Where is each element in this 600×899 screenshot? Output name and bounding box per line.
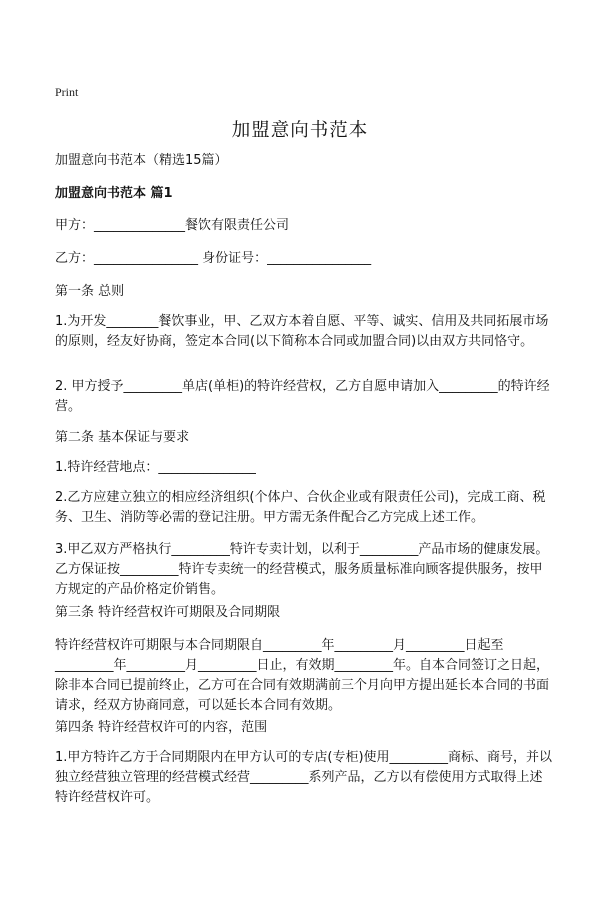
- article-4-clause-1: 1.甲方特许乙方于合同期限内在甲方认可的专店(专柜)使用_________商标、商号，并以独立经营独立管理的经营模式经营_________系列产品，乙方以有偿使用方式取得上述特许经营权许可。: [55, 750, 553, 805]
- party-b-line: 乙方：________________ 身份证号：________________: [55, 251, 372, 266]
- party-a-line: 甲方：______________餐饮有限责任公司: [55, 218, 290, 233]
- article-4-heading: 第四条 特许经营权许可的内容，范围: [55, 720, 268, 735]
- section-heading: 加盟意向书范本 篇1: [55, 186, 173, 201]
- article-2-clause-3: 3.甲乙双方严格执行_________特许专卖计划，以利于_________产品市场的健康发展。乙方保证按_________特许专卖统一的经营模式，服务质量标准向顾客提供服务，按甲方规定的产品价格定价销售。: [55, 542, 549, 597]
- article-3-heading: 第三条 特许经营权许可期限及合同期限: [55, 605, 281, 620]
- article-2-clause-2: 2.乙方应建立独立的相应经济组织(个体户、合伙企业或有限责任公司)，完成工商、税务、卫生、消防等必需的登记注册。甲方需无条件配合乙方完成上述工作。: [55, 490, 546, 525]
- article-2-heading: 第二条 基本保证与要求: [55, 430, 190, 445]
- article-1-clause-2: 2. 甲方授予_________单店(单柜)的特许经营权，乙方自愿申请加入_________的特许经营。: [55, 379, 550, 414]
- subtitle: 加盟意向书范本（精选15篇）: [55, 153, 228, 168]
- article-2-clause-1: 1.特许经营地点：_______________: [55, 460, 256, 475]
- document-title: 加盟意向书范本: [231, 120, 369, 141]
- article-3-body: 特许经营权许可期限与本合同期限自_________年_________月_________日起至_________年_________月_________日止，有效期_________年。自本合同签订之日起，除非本合同已提前终止，乙方可在合同有效期满前三个月向甲方提出延长本合同的书面请求，经双方协商同意，可以延长本合同有效期。: [55, 638, 550, 713]
- article-1-heading: 第一条 总则: [55, 284, 125, 299]
- print-label: Print: [55, 85, 79, 99]
- article-1-clause-1: 1.为开发________餐饮事业，甲、乙双方本着自愿、平等、诚实、信用及共同拓展市场的原则，经友好协商，签定本合同(以下简称本合同或加盟合同)以由双方共同恪守。: [55, 314, 549, 349]
